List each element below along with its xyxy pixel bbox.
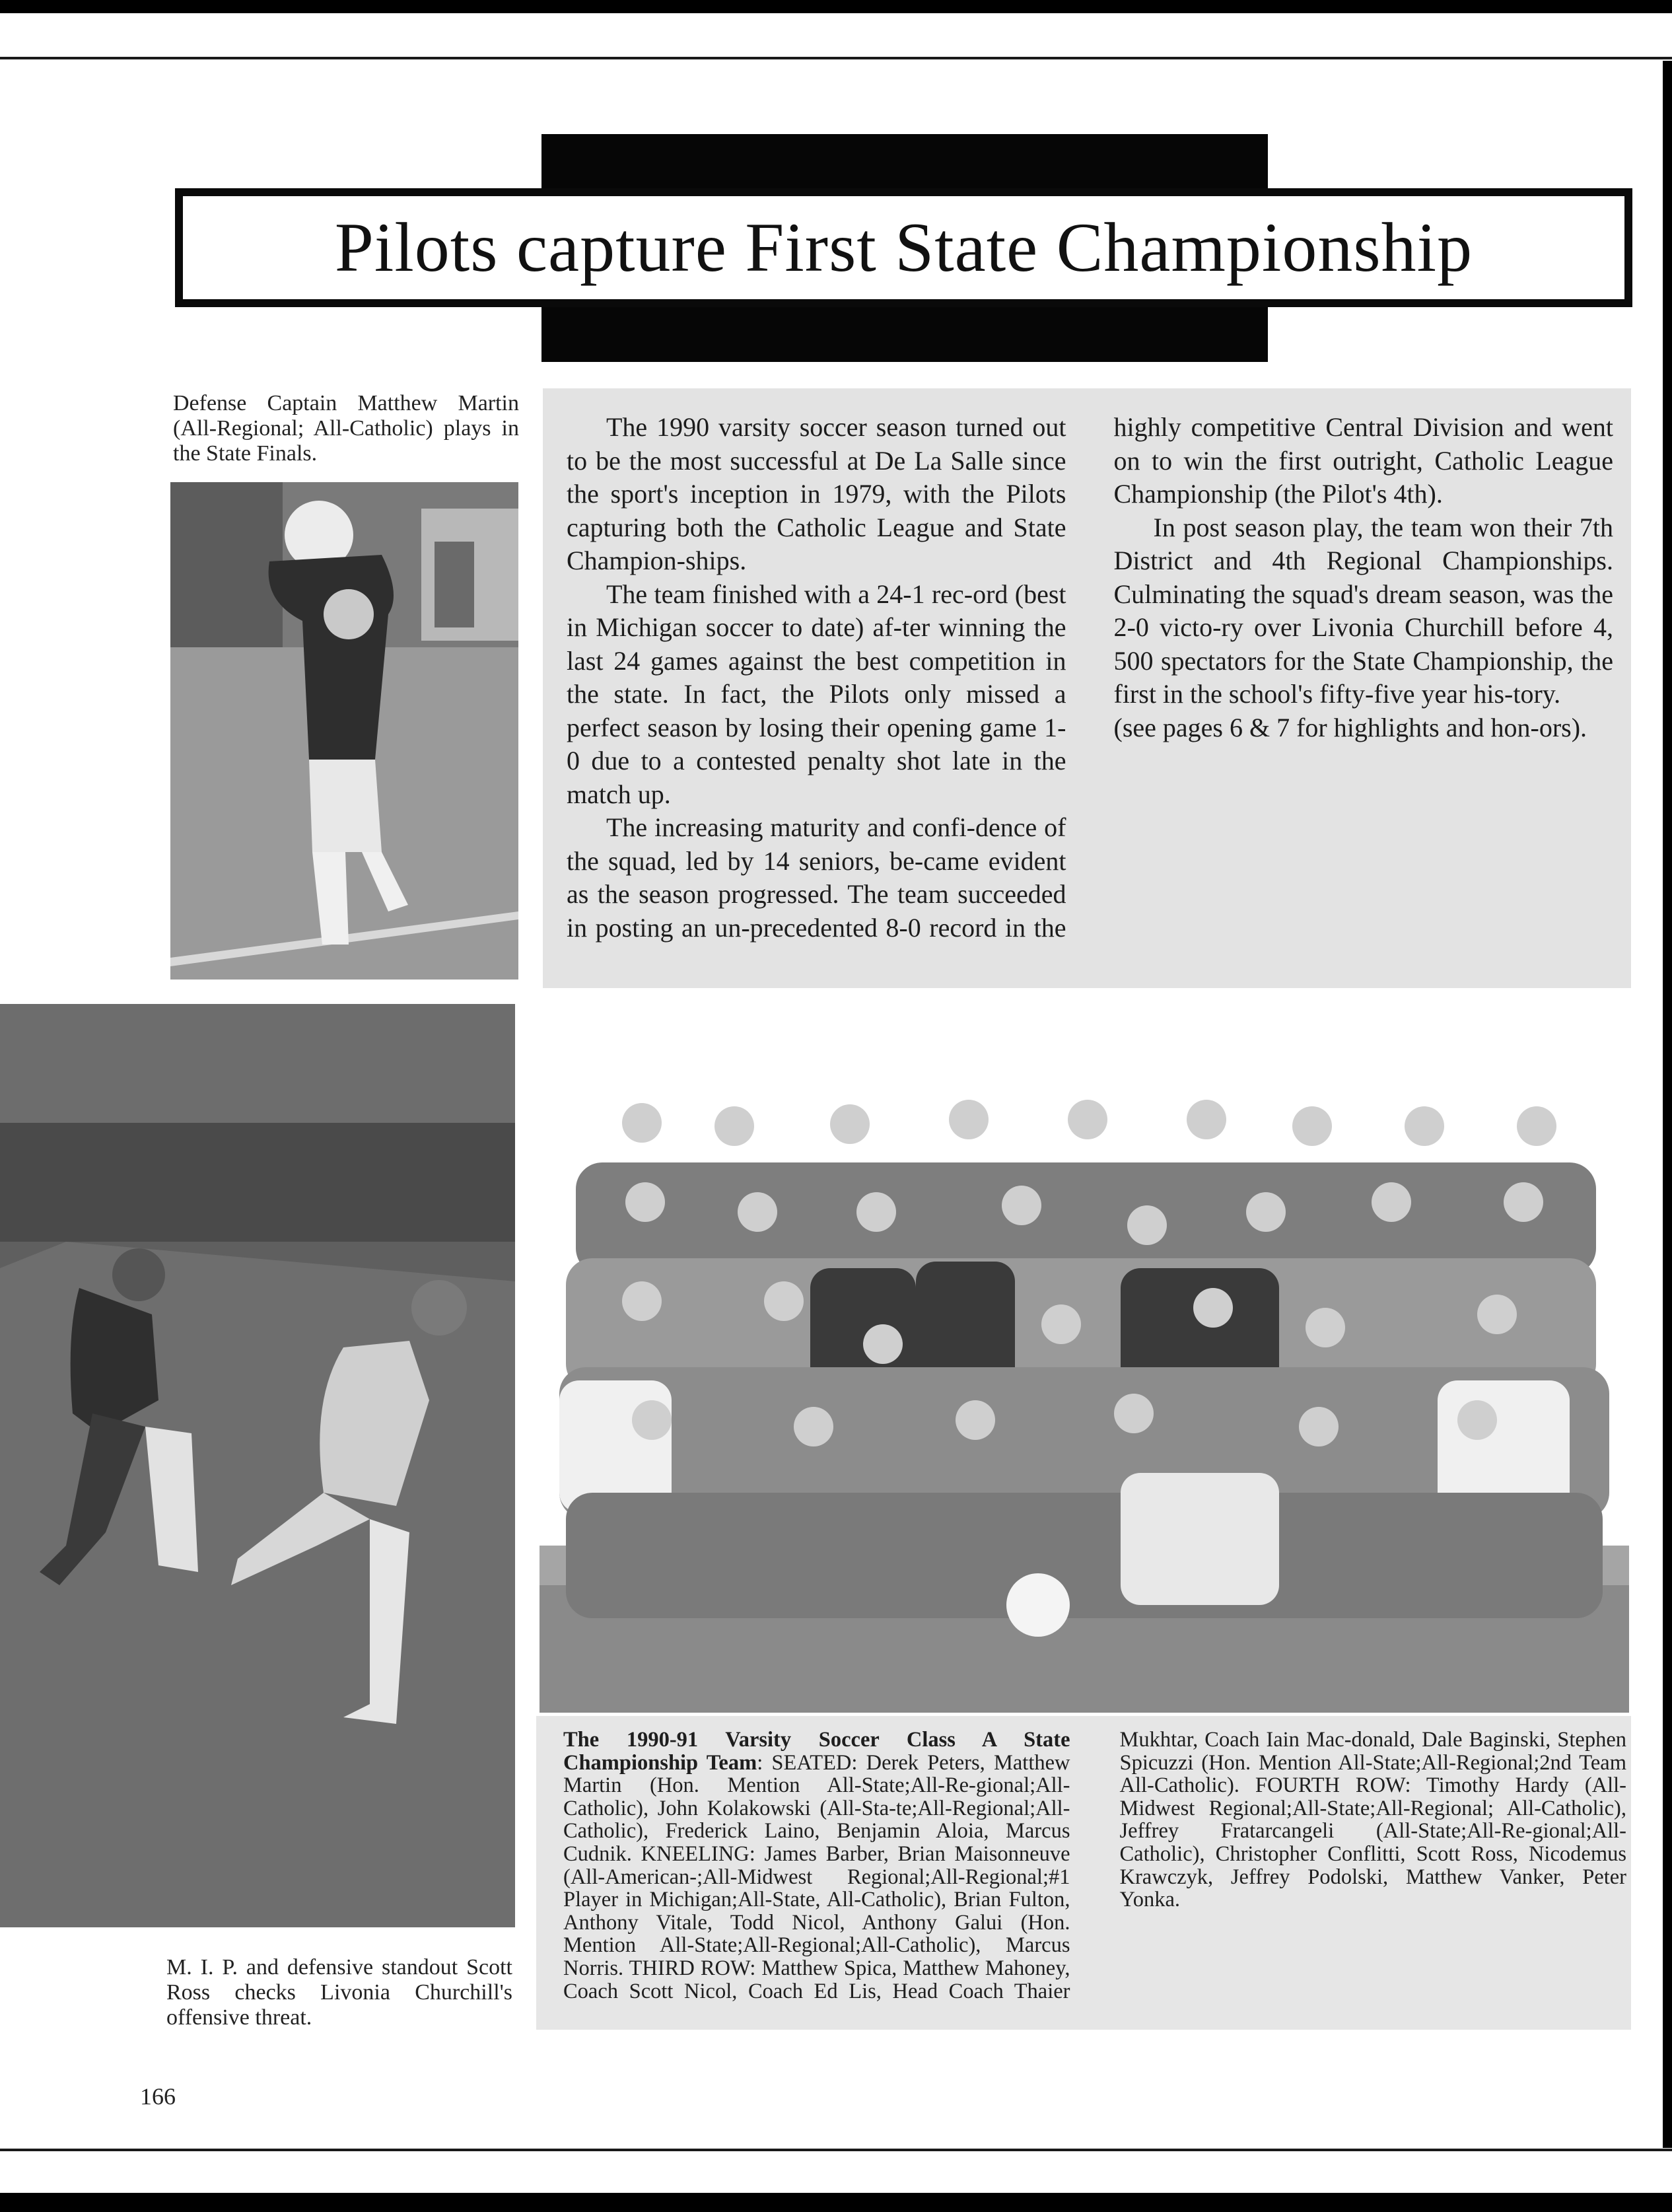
goalkeeper-photo (170, 482, 518, 980)
page-title: Pilots capture First State Championship (334, 209, 1473, 286)
story-paragraph: The 1990 varsity soccer season turned out to be the most successful at De La Salle since the sport's inception in 1979, with the Pilots capturing both the Catholic League and State Champion-ships. (567, 412, 1066, 575)
goalkeeper-caption: Defense Captain Matthew Martin (All-Regional; All-Catholic) plays in the State Finals. (173, 391, 519, 466)
mip-caption: M. I. P. and defensive standout Scott Ross checks Livonia Churchill's offensive threat. (166, 1955, 512, 2030)
story-paragraph: The team finished with a 24-1 rec-ord (best in Michigan soccer to date) af-ter winning the last 24 games against the best competition in the state. In fact, the Pilots only missed a perfect season by losing their opening game 1-0 due to a contested penalty shot late in the match up. (567, 579, 1066, 809)
title-box (175, 188, 1632, 307)
story-text (567, 411, 1613, 972)
action-photo (0, 1004, 515, 1927)
story-paragraph: The increasing maturity and confi-dence of the squad, led by 14 seniors, be-came evident as the season progressed. The team succeeded in posting an un-precedented 8-0 record in the highly competitive Central Division and went on to win the first outright, Catholic League Championship (the Pilot's 4th). (567, 412, 1613, 943)
page-number: 166 (140, 2083, 176, 2110)
story-paragraph: In post season play, the team won their 7th District and 4th Regional Championships. Culminating the squad's dream season, was the 2-0 victo-ry over Livonia Churchill before 4, 500 spectators for the State Championship, the first in the school's fifty-five year his-tory. (1113, 512, 1613, 709)
team-caption-heading: The 1990-91 Varsity Soccer Class A State Championship Team (563, 1728, 1070, 1775)
team-photo (540, 1090, 1629, 1713)
bottom-border (0, 2193, 1672, 2212)
team-caption (563, 1729, 1626, 2019)
top-rule (0, 57, 1672, 59)
team-caption-body: : SEATED: Derek Peters, Matthew Martin (Hon. Mention All-State;All-Re-gional;All-Catholic), John Kolakowski (All-Sta-te;All-Regional;All-Catholic), Frederick Laino, Benjamin Aloia, Marcus Cudnik. KNEELING: James Barber, Brian Maisonneuve (All-American-;All-Midwest Regional;All-Regional;#1 Player in Michigan;All-State, All-Catholic), Brian Fulton, Anthony Vitale, Todd Nicol, Anthony Galui (Hon. Mention All-State;All-Regional;All-Catholic), Marcus Norris. THIRD ROW: Matthew Spica, Matthew Mahoney, Coach Scott Nicol, Coach Ed Lis, Head Coach Thaier Mukhtar, Coach Iain Mac-donald, Dale Baginski, Stephen Spicuzzi (Hon. Mention All-State;All-Regional;2nd Team All-Catholic). FOURTH ROW: Timothy Hardy (All-Midwest Regional;All-State;All-Regional; All-Catholic), Jeffrey Fratarcangeli (All-State;All-Re-gional;All-Catholic), Christopher Conflitti, Scott Ross, Nicodemus Krawczyk, Jeffrey Podolski, Matthew Vanker, Peter Yonka. (563, 1728, 1626, 2003)
top-border (0, 0, 1672, 13)
bottom-rule (0, 2149, 1672, 2151)
right-edge (1663, 61, 1672, 2148)
story-footnote: (see pages 6 & 7 for highlights and hon-ors). (1113, 712, 1587, 742)
